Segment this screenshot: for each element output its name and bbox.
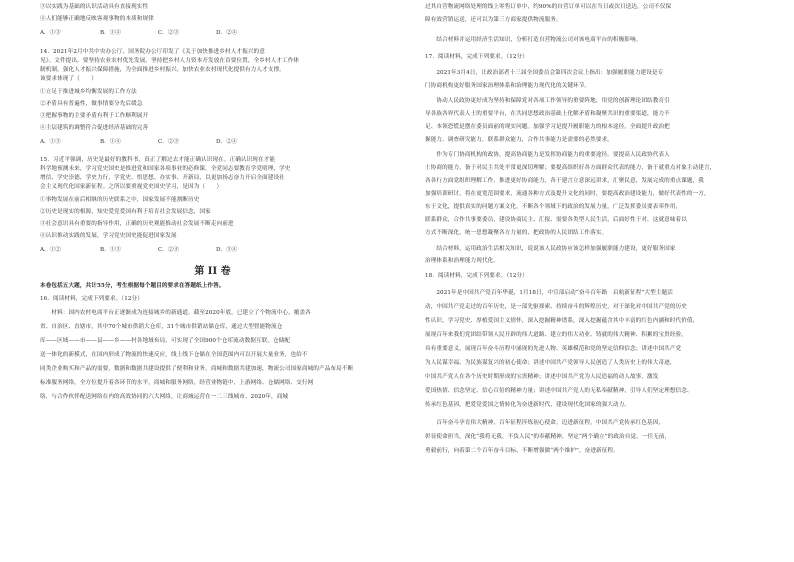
q16-cont-1: 过其自营物流网络处理的线上零售订单中，约90%的自营订单可以在当日或次日送达，公司不仅保 [425, 4, 672, 10]
q18-material-8: 爱国热情、信念坚定、信心百倍的精神力量；讲述中国共产党人的无私奉献精神，引导人们坚定理想信念、 [425, 388, 693, 394]
q15-option-1: ①事物发展在前后相继的历史联系之中，国家发展不能割断历史 [40, 197, 200, 203]
q18-material2-2: 彰显使命担当，深化“我将无我，不负人民”的奉献精神，坚定“两个确立”的政治自觉，一往无前， [425, 434, 671, 440]
q14-option-1: ①立足于推进城乡均衡发展的工作方法 [40, 89, 137, 95]
q15-answer-c: C．②④ [158, 247, 180, 253]
section-title: 第 II 卷 [194, 266, 231, 277]
q15-stem-2: 科学地预测未来，学习党史国史是推进党和国家各项事业的必修课，全党同志要教育学党明理，学史 [40, 166, 291, 172]
q14-answer-c: C．②③ [158, 139, 180, 145]
q13-option-4: ④人们能够正确地反映客观事物的本质和规律 [40, 16, 154, 22]
q16-material-4: 送一体化的新模式，在国内形成了物流的快速反应，线上线下仓储在全国范围内可以开展大量业务，也给不 [40, 352, 308, 358]
q15-option-4: ④认识推动实践的发展，学习党史国史能促进国家发展 [40, 233, 177, 239]
q17-material-6: 握能力、调查研究能力，联系群众能力，合作共事能力是需要的必然要求。 [425, 137, 613, 143]
q18-material-9: 传承红色基因，把爱党爱国之情转化为奋进新时代、建设现代化国家的强大动力。 [425, 402, 630, 408]
q15-stem-3: 增信，学史崇德，学史力行，学党史、悟思想、办实事、开新局，以更加扬志奋力开启全面建设社 [40, 175, 285, 181]
q15-option-3: ③社会意识具有重要的指导作用，正确的历史观能推动社会发展不断走向前进 [40, 221, 234, 227]
q17-heading: 17．阅读材料，完成下列要求。（12分） [425, 54, 528, 60]
q14-answer-b: B．①④ [100, 139, 121, 145]
q17-material-10: 加强培训研讨，将在更宽范围要求，流通各种方式及提升文化的同时，要提高政治建设能力，做好代表性的一方， [425, 191, 710, 197]
q18-material-7: 中国共产党人在各个历史时期形成的宝贵精神；讲述中国共产党为人民造福的动人故事，激发 [425, 374, 659, 380]
q13-option-3: ③以实践为基础的认识活动具有直接现实性 [40, 4, 149, 10]
q17-material-4: 导各族各界代表人士的重要平台，在共同思想政治基础上化解矛盾和凝聚共识的重要渠道，能力不 [425, 111, 670, 117]
q18-heading: 18．阅读材料，完成下列要求。（12分） [425, 273, 528, 279]
q16-material-3: 库——区域——市——县——乡——村各地域布局，可实现了全国900个仓库流动数据互联。仓储配 [40, 338, 291, 344]
q18-material-4: 展现百年来我们党团结带领人民开辟的伟大道路、建立的伟大功业、铸就的伟大精神、积累的宝贵经验， [425, 332, 687, 338]
q16-cont-2: 障有效营销运送，还可以为第三方商家提供物流服务。 [425, 17, 562, 23]
q17-task-2: 治理体系和治理能力现代化。 [425, 258, 500, 264]
q15-answer-a: A．①② [40, 247, 61, 253]
q14-answer-a: A．①③ [40, 139, 61, 145]
q18-material-6: 为人民谋幸福、为民族谋复兴的初心使命；讲述中国共产党领导人民创造了人类历史上的伟大奇迹， [425, 360, 676, 366]
q15-stem-4: 会主义现代化国家新征程。之所以要重视党史国史学习，是因为（ ） [40, 184, 223, 190]
q17-material-5: 足、本领恐慌是摆在委员面前的现实问题。加强学习是提升履职能力的根本途径，全面提升政治把 [425, 124, 670, 130]
q18-material2-1: 百年奋斗孕育伟大精神，百年征程淬炼初心使命。迈进新征程，中国共产党传承红色基因， [425, 420, 665, 426]
q14-option-2: ②矛盾具有普遍性，做事情要分先后缓急 [40, 101, 143, 107]
q17-material-11: 东于文化，提供真实的问题方案文化，不断各个领域下的政治的发展力量。广泛发挥委员要表率作用， [425, 204, 682, 210]
q13-answer-d: D．②④ [216, 30, 238, 36]
q18-material-3: 性认识，学习党史、厚植爱国主义情怀，深入挖掘精神谱系，深入挖掘蕴含其中丰富的红色内涵和时代价值， [425, 318, 699, 324]
q14-option-4: ④主层建筑的调整符合促进经济基础的完善 [40, 125, 149, 131]
q13-answer-b: B．①④ [100, 30, 121, 36]
q16-task: 结合材料并运用经济生活知识，分析打造自营物流公司对该电商平台的积极影响。 [425, 37, 642, 43]
q16-material-7: 络，与合作伙伴配送网络在内的高效协同的六大网络，让商城运营在一二三线城市。2020年，商城 [40, 394, 289, 400]
q17-material-3: 协动人民政协更好成为坚持和保障党对各项工作领导的重要阵地，用党的创新理论团结教育引 [425, 98, 670, 104]
q14-stem-4: 该要求体现了（ ） [40, 76, 97, 82]
q17-material-2: 门协商机构更好服务国家治理体系和治理能力现代化的关键环节。 [425, 83, 591, 89]
q15-option-2: ②历史是现实的根源，知史爱党爱国有利于培育社会发展信念，国家 [40, 209, 211, 215]
q14-option-3: ③把握事物的主要矛盾有利于工作顺利展开 [40, 113, 149, 119]
q16-material-1: 材料：国内农村电商平台正逐渐成为连接城乡的新通道。截至2020年底，已建立了个物流中心，覆盖各 [40, 310, 311, 316]
q16-material-5: 同类企业购买和产品的需要，数据和数据共建设提供了便利和业务。商城和数据共建加速，物流公司国家商城的产品布局不断 [40, 366, 354, 372]
q13-answer-c: C．②③ [158, 30, 180, 36]
q15-answer-d: D．③④ [216, 247, 238, 253]
q17-material-12: 联系群众，合作共事要委员，建设协商民主、汇报、需要各类型人民生活，后面好性于对，这就意味着以 [425, 217, 687, 223]
q14-answer-d: D．②④ [216, 139, 238, 145]
q17-material-1: 2021年3月4日，让政治部者十三届全国委员会第四次会议上指出：加强履职能力建设是专 [425, 70, 664, 76]
section-note: 本卷包括五大题，共计55分，考生根据每个题目的要求在答题纸上作答。 [40, 283, 225, 289]
q15-answer-b: B．①③ [100, 247, 121, 253]
q16-heading: 16．阅读材料，完成下列要求。（12分） [40, 296, 143, 302]
q14-stem-2: 见》。文件提出，要坚持农业农村优先发展，坚持把乡村人力资本开发放在首要位置，全乡村人才工作体 [40, 58, 300, 64]
q18-material-2: 动，中国共产党走过的百年历史，是一部先驱探索、持续奋斗的辉煌历史，对于深化对中国共产党的历史 [425, 304, 687, 310]
q18-material-1: 2021年是中国共产党百年华诞，1月18日，中宣部启动“奋斗百年路 启航新征程”大型主题活 [425, 290, 673, 296]
q17-material-13: 方式不断深化，统一思想凝聚各方力量的、把政协的人民团结工作落实。 [425, 230, 608, 236]
q17-material-9: 各各行方面党组织理解工作，推进更好协商能力，各于建言立意深远讲求，汇聚民意，发展完成的重点课题，我 [425, 178, 704, 184]
q16-material-6: 标准服务网络，全方位提升着各环节的水平，商城和服务网络，经营业物链中，上游网络、仓储网络、交行网 [40, 380, 314, 386]
q14-stem-3: 制机制，强化人才振兴保障措施，为全面推进乡村振兴、加快农业农村现代化提供有力人才支撑。 [40, 67, 285, 73]
q18-material-5: 具有重要意义，展现百年奋斗历程中涌现的先进人物、英雄模范和党的坚定信仰信念；讲述中国共产党 [425, 346, 682, 352]
q13-answer-a: A．①③ [40, 30, 61, 36]
q14-stem-1: 14．2021年2月中共中央办公厅、国务院办公厅印发了《关于加快推进乡村人才振兴的意 [40, 49, 265, 55]
q15-stem-1: 15．习近平强调，历史是最好的教科书，真正了解过去才能正确认识现在。正确认识现在才能 [40, 157, 276, 163]
q16-material-2: 省、自治区、直辖市，其中70个城市供销大仓库，31个城市供销站储仓库，通过大型智能物流仓 [40, 324, 283, 330]
q17-task-1: 结合材料，运用政治生活相关知识，说说该人民政协应该怎样加强履职能力建设，更好服务国家 [425, 246, 676, 252]
q17-material-7: 作为专门协商机构的政协，提高协商能力是发挥协商能力的重要途径。要提高人民政协代表人 [425, 152, 670, 158]
q17-material-8: 士协商的能力，备于对民主共处平常更深切理解；要提高组织好各方面群众代表的能力，备于就重点对象主动建言， [425, 165, 716, 171]
q18-material2-3: 勇毅前行，向着第二个百年奋斗目标，不断增强做“两个维护”，奋进新征程。 [425, 448, 619, 454]
